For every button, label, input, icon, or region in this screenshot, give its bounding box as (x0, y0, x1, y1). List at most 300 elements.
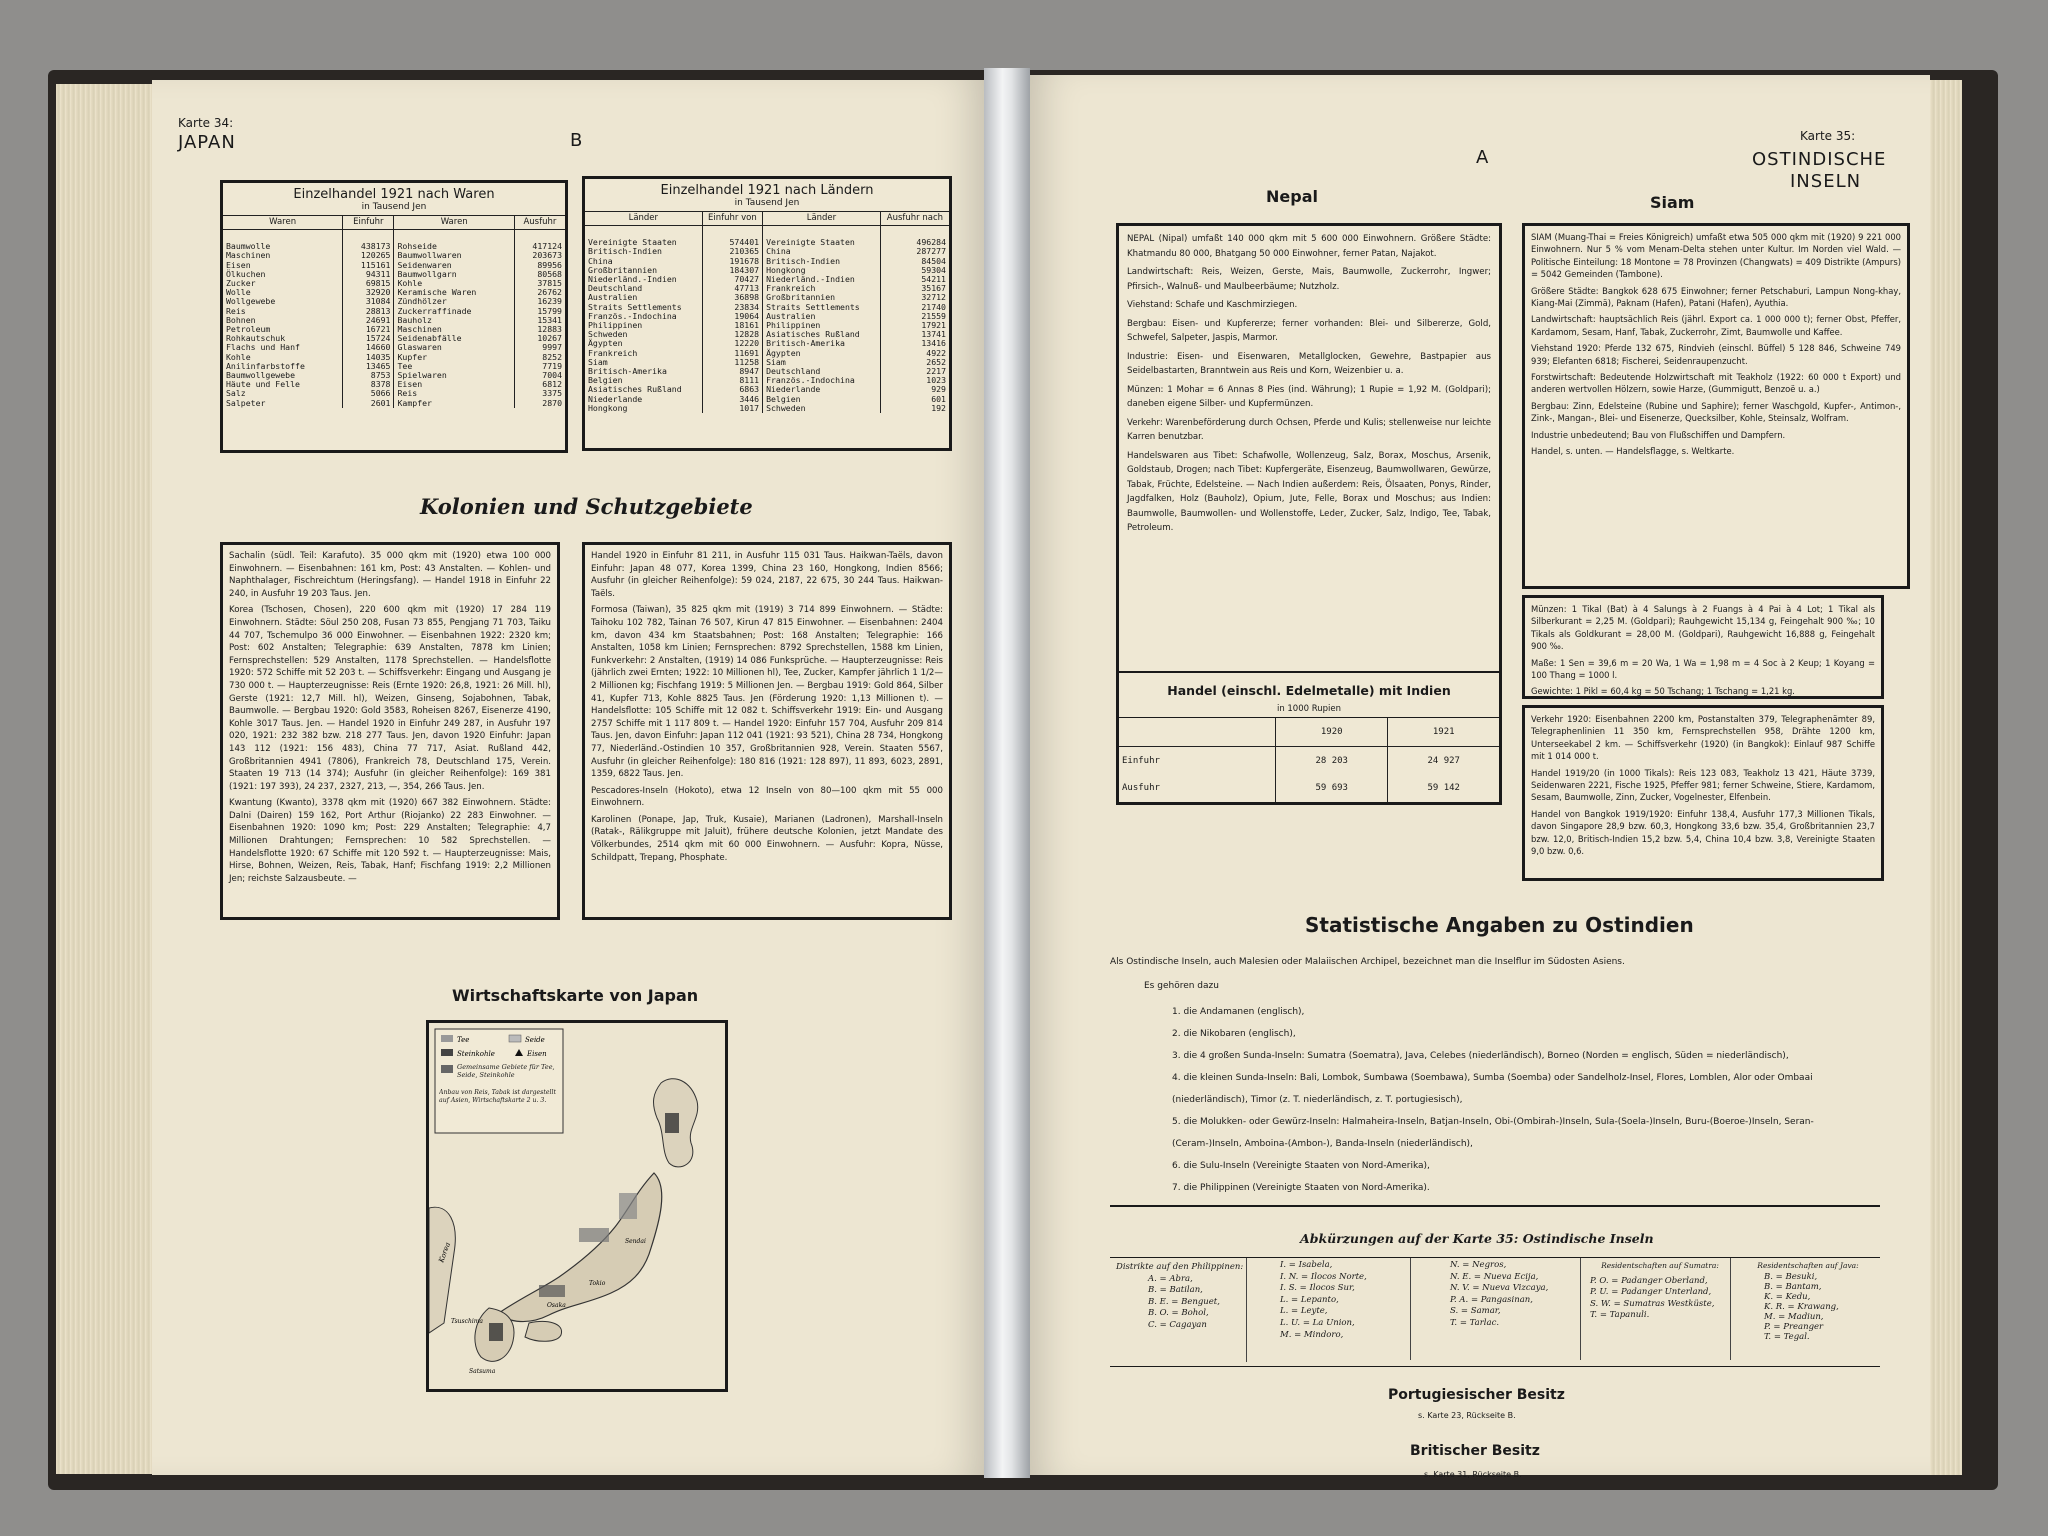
table-cell: 24691 (343, 316, 394, 325)
table-cell: Seidenabfälle (394, 334, 514, 343)
abbreviation-entry: K. = Kedu, (1764, 1291, 1811, 1302)
table-row (223, 316, 565, 325)
table-cell: 9997 (514, 343, 565, 352)
tea-legend-swatch (441, 1035, 453, 1042)
table-row (223, 279, 565, 288)
table-cell: Wolle (226, 287, 251, 298)
stat-intro: Als Ostindische Inseln, auch Malesien oder Malaiischen Archipel, bezeichnet man die Inselflur im Südosten Asiens. (1110, 957, 1625, 967)
column-header: Länder (585, 212, 702, 226)
table-cell: 12828 (702, 330, 762, 339)
trade-year-1920: 1920 (1276, 718, 1388, 746)
legend-coal: Steinkohle (457, 1050, 495, 1058)
table-cell: Zündhölzer (394, 297, 514, 306)
table-row (223, 380, 565, 389)
table-cell: 54211 (880, 275, 949, 284)
table-cell: 11691 (702, 349, 762, 358)
colonies-right-text (585, 545, 949, 873)
table-cell: 601 (880, 395, 949, 404)
table-cell: 89956 (514, 261, 565, 270)
table-cell: Anilinfarbstoffe (226, 360, 305, 371)
siam-heading: Siam (1650, 193, 1695, 212)
table-cell: Kupfer (394, 353, 514, 362)
legend-silk: Seide (525, 1036, 545, 1044)
common-areas-legend-swatch (441, 1065, 453, 1073)
table-cell: 21559 (880, 312, 949, 321)
portuguese-heading: Portugiesischer Besitz (1388, 1387, 1565, 1403)
table-cell: 6812 (514, 380, 565, 389)
column-header: Einfuhr (343, 216, 394, 230)
table-cell: Vereinigte Staaten (588, 237, 677, 248)
table-row (223, 307, 565, 316)
table-cell: 47713 (702, 284, 762, 293)
table-cell: Kohle (394, 279, 514, 288)
text-paragraph: Landwirtschaft: hauptsächlich Reis (jährl. Export ca. 1 000 000 t); ferner Obst, Pfeffer, Kardamom, Sesam, Hanf, Tabak, Zuckerrohr, Zimt, Baumwolle und Kaffee. (1531, 314, 1901, 337)
colonies-right-box (582, 542, 952, 920)
table-cell: Baumwollgewebe (226, 370, 296, 381)
nepal-trade-values (1116, 717, 1502, 805)
text-paragraph: Forstwirtschaft: Bedeutende Holzwirtschaft mit Teakholz (1922: 60 000 t Export) und anderen wertvollen Hölzern, sowie Harze, (Gummigutt, Benzoë u. a.) (1531, 372, 1901, 395)
text-paragraph: Handel, s. unten. — Handelsflagge, s. Weltkarte. (1531, 446, 1735, 457)
silk-legend-swatch (509, 1035, 521, 1042)
siam-box-traffic (1522, 705, 1884, 881)
table-cell: Wollgewebe (226, 296, 276, 307)
trade-export-1920: 59 693 (1276, 775, 1388, 803)
abk-col4-title: Residentschaften auf Sumatra: (1601, 1261, 1719, 1270)
table-cell: Baumwollwaren (394, 251, 514, 260)
table-cell: Philippinen (588, 320, 643, 331)
colonies-left-text (223, 545, 557, 894)
table-cell: 8111 (702, 376, 762, 385)
table-cell: 15341 (514, 316, 565, 325)
table-cell: Schweden (588, 329, 628, 340)
abbreviation-entry: B. = Besuki, (1764, 1271, 1818, 1282)
text-paragraph: Münzen: 1 Tikal (Bat) à 4 Salungs à 2 Fuangs à 4 Pai à 4 Lot; 1 Tikal als Silberkurant = 2,25 M. (Goldpari); Rauhgewicht 15,134 g, Feingehalt 900 ‰; 10 Tikals als Goldkurant = 28,00 M. (Goldpari), Rauhgewicht 16,888 g, Feingehalt 900 ‰. (1531, 604, 1875, 652)
text-paragraph: Handelswaren aus Tibet: Schafwolle, Wollenzeug, Salz, Borax, Moschus, Arsenik, Goldstaub, Drogen; nach Tibet: Kupfergeräte, Eisenzeug, Baumwollwaren, Gewürze, Tabak, Früchte, Edelsteine. — Nach Indien außerdem: Reis, Ölsaaten, Ponys, Rinder, Jagdfalken, Holz (Bauholz), Opium, Jute, Felle, Borax und Moschus; aus Indien: Baumwolle, Baumwollen- und Wollenstoffe, Leder, Zucker, Salz, Indigo, Tee, Tabak, Petroleum. (1127, 450, 1491, 533)
coal-area-hokkaido (665, 1113, 679, 1133)
table-cell: Salz (226, 388, 246, 399)
table-cell: Französ.-Indochina (588, 310, 677, 321)
nepal-trade-table (1119, 671, 1499, 720)
japan-economic-map (426, 1020, 728, 1392)
korea-shape (429, 1207, 455, 1333)
table-cell: 15724 (343, 334, 394, 343)
text-paragraph: Bergbau: Eisen- und Kupfererze; ferner vorhanden: Blei- und Silbererze, Gold, Schwefel, Salpeter, Jaspis, Marmor. (1127, 318, 1491, 343)
table-cell: Seidenwaren (394, 261, 514, 270)
silk-area-1 (579, 1228, 609, 1242)
right-page (1030, 75, 1930, 1475)
table-row (223, 399, 565, 408)
table-cell: Bohnen (226, 314, 256, 325)
stat-list (1172, 1001, 1822, 1199)
abbreviation-entry: P. O. = Padanger Oberland, (1590, 1275, 1708, 1286)
table-cell: 2652 (880, 358, 949, 367)
table-cell: 11258 (702, 358, 762, 367)
label-osaka: Osaka (547, 1302, 566, 1309)
table-cell: 16721 (343, 325, 394, 334)
abbreviation-entry: P. = Preanger (1764, 1321, 1824, 1332)
stat-intro2: Es gehören dazu (1144, 981, 1219, 991)
side-letter-left: B (570, 130, 584, 151)
table-cell: Niederländ.-Indien (588, 274, 677, 285)
coal-legend-swatch (441, 1049, 453, 1056)
table-cell: Niederlande (763, 385, 881, 394)
table-cell: Zuckerraffinade (394, 307, 514, 316)
list-item: 6. die Sulu-Inseln (Vereinigte Staaten von Nord-Amerika), (1172, 1161, 1430, 1171)
text-paragraph: Korea (Tschosen, Chosen), 220 600 qkm mit (1920) 17 284 119 Einwohnern. Städte: Söul 250 208, Fusan 73 855, Pengjang 71 703, Taiku 44 707, Tschemulpo 36 000 Einwohner. — Eisenbahnen 1922: 2320 km; Post: 602 Anstalten; Telegraphie: 639 Anstalten, 7878 km Linien; Fernsprechstellen: 529 Anstalten, 1178 Sprechstellen. — Handelsflotte 1920: 572 Schiffe mit 52 203 t. — Schiffsverkehr: Eingang und Ausgang je 730 000 t. — Haupterzeugnisse: Reis (Ernte 1920: 26,8, 1921: 26 Mill. hl), Gerste (1921: 12,7 Mill. hl), Weizen, Ginseng, Sojabohnen, Tabak, Baumwolle. — Bergbau 1920: Gold 3583, Roheisen 8267, Eisenerze 4190, Kohle 3017 Taus. Jen. — Handel 1920 in Einfuhr 249 287, in Ausfuhr 197 020, 1921: 232 382 bzw. 218 277 Taus. Jen, davon 1920 Einfuhr: Japan 143 112 (1921: 156 483), China 77 717, Asiat. Rußland 442, Großbritannien 4941 (7806), Frankreich 78, Deutschland 175, Verein. Staaten 19 713 (14 374); Ausfuhr (in gleicher Reihenfolge): 169 381 (1921: 197 393), 24 237, 2327, 213, —, 354, 266 Taus. Jen. (229, 605, 551, 792)
table-cell: Vereinigte Staaten (763, 238, 881, 247)
table-cell: 35167 (880, 284, 949, 293)
abk-col-sumatra (1590, 1258, 1731, 1360)
table-row (223, 261, 565, 270)
abbreviation-entry: N. E. = Nueva Ecija, (1450, 1271, 1539, 1282)
label-tsuschima: Tsuschima (451, 1318, 483, 1325)
colonies-left-box (220, 542, 560, 920)
retail-goods-title: Einzelhandel 1921 nach Waren (293, 187, 495, 202)
table-cell: Reis (226, 305, 246, 316)
table-cell: Britisch-Indien (588, 246, 662, 257)
table-cell: Australien (588, 292, 638, 303)
table-cell: 192 (880, 404, 949, 413)
column-header: Einfuhr von (702, 212, 762, 226)
table-cell: Australien (763, 312, 881, 321)
abbreviation-entry: B. O. = Bohol, (1148, 1308, 1209, 1319)
text-paragraph: Landwirtschaft: Reis, Weizen, Gerste, Mais, Baumwolle, Zuckerrohr, Ingwer; Pfirsich-, Walnuß- und Maulbeerbäume; Nutzholz. (1127, 267, 1491, 292)
table-cell: Maschinen (394, 325, 514, 334)
table-cell: Rohseide (394, 242, 514, 251)
abbreviation-entry: T. = Tegal. (1764, 1331, 1810, 1342)
table-cell: Reis (394, 389, 514, 398)
table-cell: 23834 (702, 303, 762, 312)
retail-goods-grid (223, 215, 565, 408)
table-cell: 14035 (343, 353, 394, 362)
trade-import-label: Einfuhr (1122, 755, 1160, 766)
abk-col-3 (1450, 1258, 1581, 1360)
table-cell: 13741 (880, 330, 949, 339)
nepal-trade-title: Handel (einschl. Edelmetalle) mit Indien (1167, 683, 1451, 698)
table-cell: 8947 (702, 367, 762, 376)
retail-countries-table (582, 176, 952, 451)
table-cell: 26762 (514, 288, 565, 297)
table-cell: Britisch-Indien (763, 257, 881, 266)
table-cell: Niederlande (588, 393, 643, 404)
siam-currency-text (1525, 598, 1881, 707)
table-cell: 120265 (343, 251, 394, 260)
table-row (223, 297, 565, 306)
table-cell: 6863 (702, 385, 762, 394)
nepal-trade-grid (1119, 718, 1499, 802)
table-cell: Spielwaren (394, 371, 514, 380)
table-cell: 10267 (514, 334, 565, 343)
list-item: 3. die 4 großen Sunda-Inseln: Sumatra (Soematra), Java, Celebes (niederländisch), Borneo (Norden = englisch, Süden = niederländisch), (1172, 1051, 1789, 1061)
table-cell: 8252 (514, 353, 565, 362)
table-cell: Ölkuchen (226, 268, 266, 279)
column-header: Ausfuhr nach (880, 212, 949, 226)
text-paragraph: Gewichte: 1 Pikl = 60,4 kg = 50 Tschang; 1 Tschang = 1,21 kg. (1531, 686, 1795, 697)
shikoku-shape (525, 1322, 562, 1342)
table-cell: 84504 (880, 257, 949, 266)
table-cell: 31084 (343, 297, 394, 306)
table-cell: Eisen (226, 259, 251, 270)
nepal-heading: Nepal (1266, 187, 1318, 206)
table-cell: 115161 (343, 261, 394, 270)
abk-col-districts (1116, 1258, 1247, 1362)
table-cell: 16239 (514, 297, 565, 306)
abbreviation-entry: B. = Batilan, (1148, 1285, 1203, 1296)
trade-export-1921: 59 142 (1388, 775, 1499, 803)
nepal-text (1119, 226, 1499, 546)
table-cell: Rohkautschuk (226, 333, 286, 344)
abk-col5-title: Residentschaften auf Java: (1757, 1261, 1859, 1270)
retail-countries-subtitle: in Tausend Jen (734, 198, 800, 208)
map-number-right: Karte 35: (1800, 129, 1856, 143)
table-cell: 7004 (514, 371, 565, 380)
list-item: 7. die Philippinen (Vereinigte Staaten von Nord-Amerika). (1172, 1183, 1430, 1193)
list-item: 5. die Molukken- oder Gewürz-Inseln: Halmaheira-Inseln, Batjan-Inseln, Obi-(Ombirah-)Inseln, Sula-(Soela-)Inseln, Buru-(Boeroe-)Inseln, Seran-(Ceram-)Inseln, Amboina-(Ambon-), Banda-Inseln (niederländisch), (1172, 1117, 1814, 1149)
table-cell: 5066 (343, 389, 394, 398)
table-row (223, 251, 565, 260)
abbreviation-entry: M. = Madiun, (1764, 1311, 1824, 1322)
table-cell: 496284 (880, 238, 949, 247)
table-cell: 203673 (514, 251, 565, 260)
table-cell: Belgien (763, 395, 881, 404)
table-cell: 1023 (880, 376, 949, 385)
column-header: Ausfuhr (514, 216, 565, 230)
nepal-box (1116, 223, 1502, 733)
text-paragraph: NEPAL (Nipal) umfaßt 140 000 qkm mit 5 600 000 Einwohnern. Größere Städte: Khatmandu 80 000, Bhatgang 50 000 Einwohner, ferner Patan, Najakot. (1127, 234, 1491, 259)
abbreviation-entry: C. = Cagayan (1148, 1319, 1207, 1330)
table-row (223, 242, 565, 251)
abbreviation-entry: B. = Bantam, (1764, 1281, 1822, 1292)
list-item: 1. die Andamanen (englisch), (1172, 1007, 1305, 1017)
map-note: Anbau von Reis, Tabak ist dargestellt auf Asien, Wirtschaftskarte 2 u. 3. (439, 1089, 556, 1104)
table-cell: China (588, 255, 613, 266)
table-cell: 438173 (343, 242, 394, 251)
text-paragraph: Viehstand: Schafe und Kaschmirziegen. (1127, 300, 1298, 310)
table-cell: 4922 (880, 349, 949, 358)
text-paragraph: Sachalin (südl. Teil: Karafuto). 35 000 qkm mit (1920) etwa 100 000 Einwohnern. — Eisenbahnen: 161 km, Post: 43 Anstalten. — Kohlen- und Naphthalager, Fischreichtum (Heringsfang). — Handel 1918 in Einfuhr 22 240, in Ausfuhr 19 203 Taus. Jen. (229, 551, 551, 599)
table-cell: 13416 (880, 339, 949, 348)
table-cell: 184307 (702, 266, 762, 275)
table-cell: Maschinen (226, 250, 271, 261)
list-item: 4. die kleinen Sunda-Inseln: Bali, Lombok, Sumbawa (Soembawa), Sumba (Soemba) oder Sandelholz-Insel, Flores, Lomblen, Alor oder Ombaai (niederländisch), Timor (z. T. niederländisch, z. T. portugiesisch), (1172, 1073, 1813, 1105)
abbreviation-entry: N. = Negros, (1450, 1260, 1507, 1270)
table-cell: Glaswaren (394, 343, 514, 352)
text-paragraph: Viehstand 1920: Pferde 132 675, Rindvieh (einschl. Büffel) 5 128 846, Schweine 749 939; Elefanten 6818; Fischerei, Seidenraupenzucht. (1531, 343, 1901, 366)
table-cell: 12220 (702, 339, 762, 348)
table-cell: China (763, 247, 881, 256)
text-paragraph: Verkehr: Warenbeförderung durch Ochsen, Pferde und Kulis; stellenweise nur leichte Karren benutzbar. (1127, 417, 1491, 442)
text-paragraph: Kwantung (Kwanto), 3378 qkm mit (1920) 667 382 Einwohnern. Städte: Dalni (Dairen) 159 162, Port Arthur (Riojanko) 22 283 Einwohner. — Eisenbahnen 1920: 1090 km; Post: 229 Anstalten; Telegraphie: 4,7 Millionen Drahtungen; Fernsprechen: 10 582 Sprechstellen. — Handelsflotte 1920: 67 Schiffe mit 120 592 t. — Haupterzeugnisse: Mais, Hirse, Bohnen, Weizen, Reis, Tabak, Hanf; Fischfang 1919: 2,2 Millionen Jen; reichste Salzausbeute. — (229, 798, 551, 884)
region-title-line2: INSELN (1790, 171, 1862, 192)
siam-general-text (1525, 226, 1907, 467)
table-cell: 37815 (514, 279, 565, 288)
table-cell: Britisch-Amerika (763, 339, 881, 348)
abbreviation-entry: P. U. = Padanger Unterland, (1590, 1287, 1712, 1298)
abk-table (1110, 1257, 1880, 1367)
text-paragraph: Handel 1920 in Einfuhr 81 211, in Ausfuhr 115 031 Taus. Haikwan-Taëls, davon Einfuhr: Japan 48 077, Korea 1399, China 23 160, Hongkong, Indien 8566; Ausfuhr (in gleicher Reihenfolge): 59 024, 2187, 22 675, 30 244 Taus. Haikwan-Taëls. (591, 551, 943, 599)
coal-area-kyushu (489, 1323, 503, 1341)
table-cell: 210365 (702, 247, 762, 256)
table-cell: Frankreich (763, 284, 881, 293)
table-cell: Französ.-Indochina (763, 376, 881, 385)
siam-box-general (1522, 223, 1910, 589)
table-cell: 191678 (702, 257, 762, 266)
right-page-edges (1926, 80, 1962, 1475)
table-cell: Deutschland (763, 367, 881, 376)
table-cell: Häute und Felle (226, 379, 300, 390)
label-satsuma: Satsuma (469, 1368, 496, 1375)
legend-tea: Tee (457, 1036, 470, 1044)
text-paragraph: Handel von Bangkok 1919/1920: Einfuhr 138,4, Ausfuhr 177,3 Millionen Tikals, davon Singapore 28,9 bzw. 60,3, Hongkong 33,6 bzw. 35,4, Großbritannien 23,7 bzw. 12,0, Britisch-Indien 15,2 bzw. 5,4, China 10,4 bzw. 3,8, Vereinigte Staaten 9,0 bzw. 0,6. (1531, 808, 1875, 857)
map-title: Wirtschaftskarte von Japan (452, 986, 699, 1005)
text-paragraph: Handel 1919/20 (in 1000 Tikals): Reis 123 083, Teakholz 13 421, Häute 3739, Seidenwaren 2221, Fische 1925, Pfeffer 981; ferner Schweine, Stiere, Kardamom, Sesam, Baumwolle, Zinn, Zucker, Vogelnester, Elfenbein. (1531, 767, 1875, 803)
table-cell: Schweden (763, 404, 881, 413)
abbreviation-entry: B. E. = Benguet, (1148, 1296, 1220, 1307)
abbreviation-entry: K. R. = Krawang, (1764, 1301, 1839, 1312)
table-cell: 17921 (880, 321, 949, 330)
abbreviation-entry: T. = Tarlac. (1450, 1317, 1500, 1328)
table-cell: Philippinen (763, 321, 881, 330)
text-paragraph: Maße: 1 Sen = 39,6 m = 20 Wa, 1 Wa = 1,98 m = 4 Soc à 2 Keup; 1 Koyang = 100 Thang = 1000 l. (1531, 657, 1875, 681)
label-tokio: Tokio (589, 1280, 606, 1287)
label-sendai: Sendai (625, 1238, 646, 1245)
table-cell: Ägypten (588, 338, 623, 349)
table-cell: Siam (763, 358, 881, 367)
map-number-left: Karte 34: (178, 116, 234, 130)
abbreviation-entry: L. = Lepanto, (1280, 1294, 1339, 1305)
table-cell: 3375 (514, 389, 565, 398)
country-title: JAPAN (178, 132, 236, 153)
abbreviation-entry: S. = Samar, (1450, 1306, 1501, 1317)
table-cell: 32712 (880, 293, 949, 302)
abbreviation-entry: T. = Tapanuli. (1590, 1310, 1650, 1321)
table-cell: Straits Settlements (588, 301, 682, 312)
table-cell: 70427 (702, 275, 762, 284)
text-paragraph: Pescadores-Inseln (Hokoto), etwa 12 Inseln von 80—100 qkm mit 55 000 Einwohnern. (591, 785, 943, 809)
retail-countries-grid (585, 211, 949, 413)
siam-box-currency (1522, 595, 1884, 699)
left-page (152, 80, 984, 1475)
table-cell: 417124 (514, 242, 565, 251)
table-cell: Eisen (394, 380, 514, 389)
table-cell: Deutschland (588, 283, 643, 294)
abk-col-2 (1280, 1258, 1411, 1360)
abbreviation-entry: I. N. = Ilocos Norte, (1280, 1271, 1367, 1282)
table-row (585, 404, 949, 413)
text-paragraph: Bergbau: Zinn, Edelsteine (Rubine und Saphire); ferner Waschgold, Kupfer-, Antimon-, Zink-, Mangan-, Blei- und Eisenerze, Quecksilber, Kohle, Steinsalz, Wolfram. (1531, 400, 1901, 424)
table-cell: 2217 (880, 367, 949, 376)
table-row (223, 270, 565, 279)
table-cell: Niederländ.-Indien (763, 275, 881, 284)
legend-iron: Eisen (527, 1050, 547, 1058)
table-cell: Flachs und Hanf (226, 342, 300, 353)
table-cell: 2870 (514, 399, 565, 408)
table-cell: 28813 (343, 307, 394, 316)
text-paragraph: SIAM (Muang-Thai = Freies Königreich) umfaßt etwa 505 000 qkm mit (1920) 9 221 000 Einwohnern. Nur 5 % vom Menam-Delta stehen unter Kultur. Im Norden viel Wald. — Politische Einteilung: 18 Montone = 78 Provinzen (Changwats) = 409 Distrikte (Ampurs) = 5042 Gemeinden (Tambone). (1531, 232, 1901, 280)
label-korea: Korea (437, 1241, 453, 1264)
text-paragraph: Formosa (Taiwan), 35 825 qkm mit (1919) 3 714 899 Einwohnern. — Städte: Taihoku 102 782, Tainan 76 507, Kirun 47 815 Einwohner. — Eisenbahnen: 2404 km, davon 434 km Staatsbahnen; Post: 168 Anstalten; Telegraphie: 166 Anstalten, 1058 km Linien; Fernsprechen: 8792 Sprechstellen, 1588 km Linien, Funkverkehr: 2 Anstalten, (1919) 14 086 Funksprüche. — Haupterzeugnisse: Reis (jährlich zwei Ernten; 1922: 10 Millionen hl), Tee, Zucker, Kampfer jährlich 1 1/2—2 Millionen kg; Fischfang 1919: 5 Millionen Jen. — Bergbau 1919: Gold 864, Silber 41, Kupfer 713, Kohle 8825 Taus. Jen (Förderung 1920: 1,13 Millionen t). — Handelsflotte: 105 Schiffe mit 12 082 t. Schiffsverkehr 1919: Ein- und Ausgang 2757 Schiffe mit 1 117 809 t. — Handel 1920: Einfuhr 157 704, Ausfuhr 209 814 Taus. Jen, davon Einfuhr: Japan 112 041 (1921: 93 521), China 28 734, Hongkong 77, Niederländ.-Ostindien 10 357, Großbritannien 928, Verein. Staaten 5567, Ausfuhr (in gleicher Reihenfolge): 180 816 (1921: 128 897), 11 893, 6023, 2891, 1359, 6822 Taus. Jen. (591, 605, 943, 780)
table-cell: Asiatisches Rußland (588, 384, 682, 395)
table-cell: Salpeter (226, 397, 266, 408)
table-cell: Keramische Waren (394, 288, 514, 297)
table-cell: 13465 (343, 362, 394, 371)
table-cell: 8378 (343, 380, 394, 389)
retail-countries-title: Einzelhandel 1921 nach Ländern (660, 183, 874, 198)
book-spine (984, 68, 1030, 1478)
table-cell: 36898 (702, 293, 762, 302)
abbreviation-entry: L. U. = La Union, (1280, 1317, 1355, 1328)
abbreviation-entry: S. W. = Sumatras Westküste, (1590, 1298, 1715, 1309)
abbreviation-entry: P. A. = Pangasinan, (1450, 1294, 1533, 1305)
abbreviation-entry: M. = Mindoro, (1280, 1329, 1344, 1340)
abk-divider (1110, 1205, 1880, 1207)
table-cell: 574401 (702, 238, 762, 247)
abbreviation-entry: L. = Leyte, (1280, 1306, 1328, 1317)
table-cell: 18161 (702, 321, 762, 330)
table-row (223, 343, 565, 352)
column-header: Länder (763, 212, 881, 226)
table-cell: Britisch-Amerika (588, 366, 667, 377)
table-cell: Großbritannien (763, 293, 881, 302)
trade-import-1921: 24 927 (1388, 746, 1499, 774)
abbreviation-entry: A. = Abra, (1148, 1273, 1193, 1284)
table-cell: 69815 (343, 279, 394, 288)
table-cell: 94311 (343, 270, 394, 279)
abk-col-java (1738, 1258, 1878, 1342)
table-cell: Petroleum (226, 324, 271, 335)
abk-heading: Abkürzungen auf der Karte 35: Ostindische Inseln (1300, 1231, 1654, 1246)
table-cell: 32920 (343, 288, 394, 297)
retail-goods-table (220, 180, 568, 453)
british-ref: s. Karte 31, Rückseite B. (1424, 1470, 1522, 1479)
table-cell: Straits Settlements (763, 303, 881, 312)
table-cell: 7719 (514, 362, 565, 371)
table-cell: Siam (588, 356, 608, 367)
table-cell: 21740 (880, 303, 949, 312)
abk-col1-title: Distrikte auf den Philippinen: (1116, 1262, 1244, 1272)
table-cell: Tee (394, 362, 514, 371)
table-cell: Großbritannien (588, 264, 658, 275)
table-cell: Hongkong (763, 266, 881, 275)
table-cell: 929 (880, 385, 949, 394)
table-row (223, 389, 565, 398)
abbreviation-entry: I. S. = Ilocos Sur, (1280, 1283, 1355, 1294)
table-cell: Baumwolle (226, 241, 271, 252)
table-cell: 15799 (514, 307, 565, 316)
text-paragraph: Industrie unbedeutend; Bau von Flußschiffen und Dampfern. (1531, 429, 1786, 440)
nepal-trade-subtitle: in 1000 Rupien (1276, 704, 1342, 714)
left-page-edges (56, 84, 156, 1474)
table-cell: Bauholz (394, 316, 514, 325)
table-cell: Frankreich (588, 347, 638, 358)
text-paragraph: Verkehr 1920: Eisenbahnen 2200 km, Postanstalten 379, Telegraphenämter 89, Telegraphenlinien 11 350 km, Fernsprechstellen 958, Drähte 1200 km, Unterseekabel 2 km. — Schiffsverkehr (1920) (in Bangkok): Einlauf 987 Schiffe mit 1 014 000 t. (1531, 714, 1875, 762)
abbreviation-entry: N. V. = Nueva Vizcaya, (1450, 1283, 1549, 1294)
text-paragraph: Karolinen (Ponape, Jap, Truk, Kusaie), Marianen (Ladronen), Marshall-Inseln (Ratak-, Rälikgruppe mit Jaluit), frühere deutsche Kolonien, jetzt Mandate des Völkerbundes, 2514 qkm mit 60 000 Einwohnern. — Ausfuhr: Kopra, Nüsse, Schildpatt, Trepang, Phosphate. (591, 814, 943, 863)
abbreviation-entry: I. = Isabela, (1280, 1260, 1333, 1270)
legend-common: Gemeinsame Gebiete für Tee, Seide, Steinkohle (457, 1063, 555, 1079)
table-cell: Belgien (588, 375, 623, 386)
colonies-heading: Kolonien und Schutzgebiete (420, 494, 753, 519)
table-cell: 8753 (343, 371, 394, 380)
side-letter-right: A (1476, 147, 1490, 168)
siam-traffic-text (1525, 708, 1881, 866)
text-paragraph: Industrie: Eisen- und Eisenwaren, Metallglocken, Gewehre, Bastpapier aus Seidelbastarten, Branntwein aus Reis und Korn, Weizenbier u. a. (1127, 351, 1491, 376)
tea-area (539, 1285, 565, 1297)
table-cell: 59304 (880, 266, 949, 275)
list-item: 2. die Nikobaren (englisch), (1172, 1029, 1296, 1039)
portuguese-ref: s. Karte 23, Rückseite B. (1418, 1411, 1516, 1420)
retail-goods-subtitle: in Tausend Jen (361, 202, 427, 212)
